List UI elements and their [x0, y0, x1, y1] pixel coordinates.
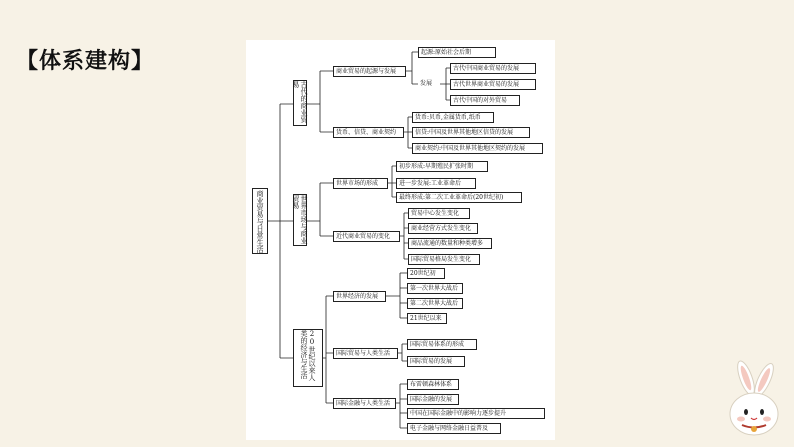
node-early-20th-century: 20世纪初 — [407, 268, 445, 279]
node-contract: 商业契约:中国及世界其他地区契约的发展 — [412, 143, 543, 154]
node-after-ww2: 第二次世界大战后 — [407, 298, 463, 309]
node-ancient-china-trade: 古代中国商业贸易的发展 — [450, 63, 536, 74]
node-international-finance-life: 国际金融与人类生活 — [333, 398, 396, 409]
page-title: 【体系建构】 — [16, 49, 155, 74]
node-final-formation: 最终形成:第二次工业革命后(20世纪初) — [396, 192, 522, 203]
node-trade-center-change: 贸易中心发生变化 — [408, 208, 470, 219]
node-commodity-increase: 商品流通的数量和种类增多 — [408, 238, 492, 249]
node-finance-development: 国际金融的发展 — [407, 394, 459, 405]
node-bretton-woods: 布雷顿森林体系 — [407, 379, 459, 390]
node-credit: 信贷:中国及世界其他地区信贷的发展 — [412, 127, 530, 138]
node-international-trade-life: 国际贸易与人类生活 — [333, 348, 398, 359]
node-since-21st-century: 21世纪以来 — [407, 313, 447, 324]
node-world-market-formation: 世界市场的形成 — [333, 178, 388, 189]
branch-world-market: 世界市场与商业贸易 — [292, 195, 308, 244]
node-after-ww1: 第一次世界大战后 — [407, 283, 463, 294]
node-ancient-world-trade: 古代世界商业贸易的发展 — [450, 79, 536, 90]
node-money-credit-contract: 货币、信贷、商业契约 — [333, 127, 404, 138]
node-initial-formation: 初步形成:早期殖民扩张时期 — [396, 161, 488, 172]
node-trade-development: 国际贸易的发展 — [407, 356, 465, 367]
rabbit-mascot-icon — [716, 358, 790, 438]
node-e-finance: 电子金融与网络金融日益普及 — [407, 423, 501, 434]
branch-20th-century: 20世纪以来人类的经济与生活 — [293, 329, 323, 387]
branch-ancient-trade: 古代的商业贸易 — [293, 80, 307, 126]
label-development: 发展 — [420, 80, 433, 87]
root-node: 商业贸易与日常生活 — [252, 188, 268, 254]
node-trade-pattern-change: 国际贸易格局发生变化 — [408, 254, 480, 265]
node-currency: 货币:贝币,金属货币,纸币 — [412, 112, 494, 123]
node-trade-system-formation: 国际贸易体系的形成 — [407, 339, 477, 350]
node-further-development: 进一步发展:工业革命后 — [396, 178, 476, 189]
node-ancient-china-foreign-trade: 古代中国的对外贸易 — [450, 95, 520, 106]
node-modern-trade-changes: 近代商业贸易的变化 — [333, 231, 400, 242]
node-world-economy-development: 世界经济的发展 — [333, 291, 386, 302]
node-business-mode-change: 商业经营方式发生变化 — [408, 223, 478, 234]
node-china-finance-influence: 中国在国际金融中的影响力逐步提升 — [407, 408, 545, 419]
node-trade-origin-development: 商业贸易的起源与发展 — [333, 66, 406, 77]
node-origin: 起源:原始社会后期 — [418, 47, 496, 58]
